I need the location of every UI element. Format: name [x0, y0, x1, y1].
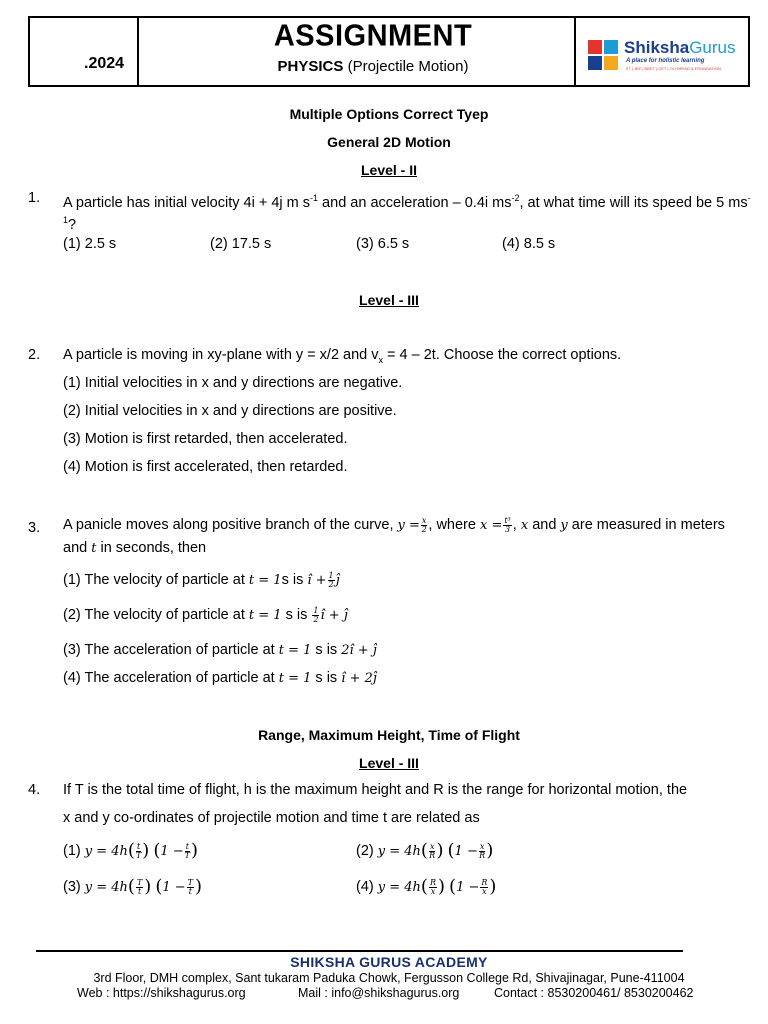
q3-option-2: (2) The velocity of particle at t = 1 s is $\frac{1}{2}$ î + ĵ	[63, 605, 348, 624]
logo-mark-orange	[604, 56, 618, 70]
footer-web: Web : https://shikshagurus.org	[77, 986, 246, 1000]
q1-text: A particle has initial velocity 4i + 4j m $s^{-1}$ and an acceleration – 0.4i $ms^{-2}$, at what time will its speed be 5 $ms^{-1}$?	[63, 193, 751, 233]
q2-option-1: (1) Initial velocities in x and y directions are negative.	[63, 375, 403, 391]
logo-tagline: A place for holistic learning	[626, 58, 705, 64]
level-heading-iii-b: Level - III	[359, 755, 419, 771]
logo-mark-navy	[588, 56, 602, 70]
logo-mark-blue	[604, 40, 618, 54]
q3-option-4: (4) The acceleration of particle at t = 1 s is î + 2ĵ	[63, 670, 377, 686]
q1-option-3: (3) 6.5 s	[356, 236, 410, 252]
q3-option-3: (3) The acceleration of particle at t = 1 s is 2î + ĵ	[63, 642, 377, 658]
footer-academy-name: SHIKSHA GURUS ACADEMY	[290, 954, 488, 970]
q4-line1: If T is the total time of flight, h is the maximum height and R is the range for horizontal motion, the	[63, 782, 688, 798]
q3-option-1: (1) The velocity of particle at t = 1s is î + $\frac{1}{2}$ ĵ	[63, 570, 340, 589]
q4-line2: x and y co-ordinates of projectile motion and time t are related as	[63, 810, 480, 826]
header-subject: PHYSICS (Projectile Motion)	[277, 58, 469, 75]
q1-option-4: (4) 8.5 s	[502, 236, 556, 252]
q3-fraction-x-over-2: $\frac{x}{2}$	[421, 515, 427, 534]
q2-option-3: (3) Motion is first retarded, then accelerated.	[63, 431, 348, 447]
q3-fraction-t3-over-3: $\frac{\text{t³}}{3}$	[504, 515, 511, 534]
q2-option-2: (2) Initial velocities in x and y directions are positive.	[63, 403, 397, 419]
page-title: ASSIGNMENT	[273, 19, 473, 53]
q1-option-1: (1) 2.5 s	[63, 236, 117, 252]
header-year: .2024	[84, 55, 125, 72]
logo-name: ShikshaGurus	[624, 38, 736, 57]
q2-number: 2.	[28, 347, 41, 363]
q2-text: A particle is moving in xy-plane with y = x/2 and $v_x = 4 - 2t$. Choose the correct options.	[63, 347, 622, 365]
footer-mail: Mail : info@shikshagurus.org	[298, 986, 460, 1000]
level-heading-iii: Level - III	[359, 292, 419, 308]
level-heading-ii: Level - II	[360, 162, 418, 178]
shikshagurus-logo	[586, 36, 742, 80]
q4-option-3: (3) y = 4h( $\frac{T}{t}$ ) (1 − $\frac{T}{t}$ )	[63, 876, 203, 898]
q2-option-4: (4) Motion is first accelerated, then retarded.	[63, 459, 348, 475]
topic-heading-range: Range, Maximum Height, Time of Flight	[258, 727, 520, 743]
q4-option-2: (2) y = 4h( $\frac{x}{R}$ ) (1 − $\frac{x}{R}$ )	[356, 840, 494, 862]
q1-option-2: (2) 17.5 s	[210, 236, 272, 252]
footer-address: 3rd Floor, DMH complex, Sant tukaram Paduka Chowk, Fergusson College Rd, Shivajinagar, Pune-411004	[93, 971, 685, 985]
q4-option-1: (1) y = 4h( $\frac{t}{T}$ ) (1 − $\frac{t}{T}$ )	[63, 840, 199, 862]
q3-number: 3.	[28, 520, 41, 536]
footer-divider	[36, 950, 683, 952]
q3-text: A panicle moves along positive branch of the curve, y = $\frac{x}{2}$ , where x = $\frac{\text{t³}}{3}$ , x and y are measured in meters and t in seconds, then	[63, 515, 725, 556]
q1-number: 1.	[28, 190, 41, 206]
header-year-cell	[30, 18, 139, 85]
question-type-heading: Multiple Options Correct Tyep	[289, 106, 489, 122]
header-logo-cell	[574, 18, 748, 85]
q4-option-4: (4) y = 4h( $\frac{R}{x}$ ) (1 − $\frac{R}{x}$ )	[356, 876, 497, 898]
header-box	[28, 16, 750, 87]
topic-heading-2d-motion: General 2D Motion	[327, 134, 451, 150]
logo-subline: IIT | JEE | NEET | CET | OLYMPIAD & FOUNDATION	[626, 66, 721, 71]
logo-mark-red	[588, 40, 602, 54]
q4-number: 4.	[28, 782, 41, 798]
footer-contact: Contact : 8530200461/ 8530200462	[494, 986, 694, 1000]
